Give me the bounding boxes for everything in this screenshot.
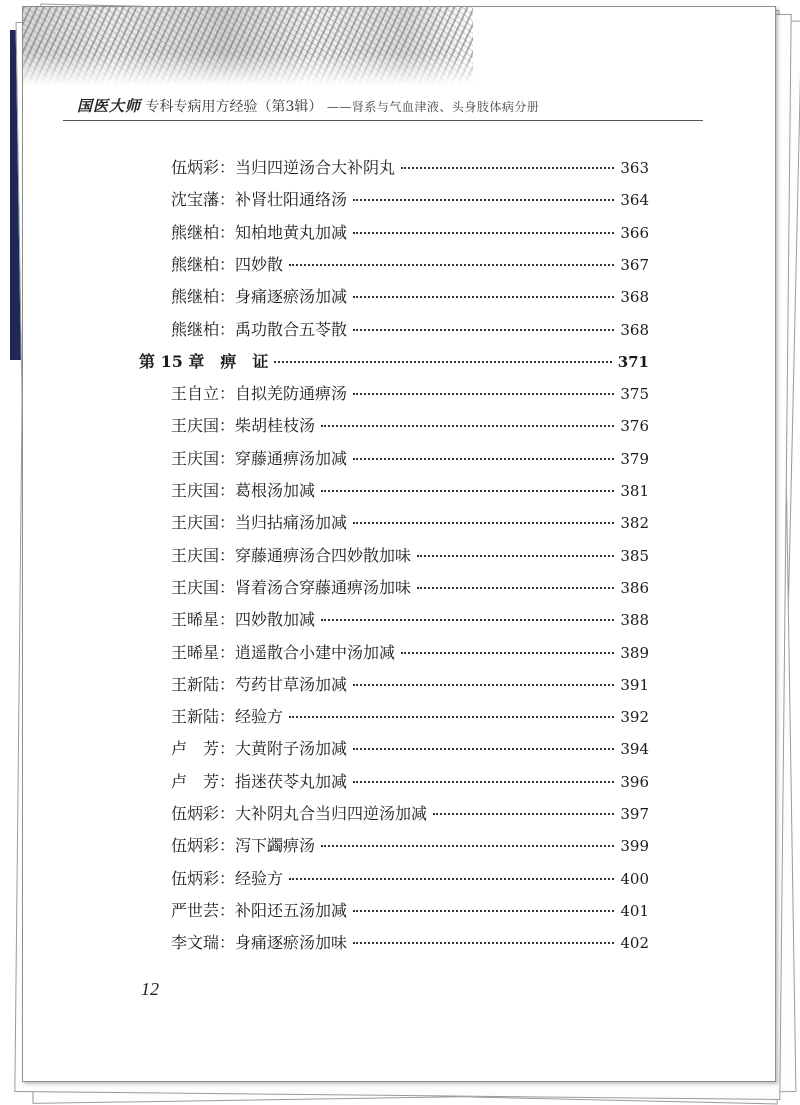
toc-page-number: 379 xyxy=(620,449,649,468)
toc-page-number: 376 xyxy=(620,417,649,436)
book-title: 专科专病用方经验（第3辑） xyxy=(145,99,323,115)
toc-page-number: 399 xyxy=(620,837,649,856)
toc-leader-dots xyxy=(401,166,614,169)
toc-leader-dots xyxy=(353,909,614,912)
toc-entry-title: 王庆国：穿藤通痹汤合四妙散加味 xyxy=(171,545,412,565)
toc-entry-title: 伍炳彩：当归四逆汤合大补阴丸 xyxy=(171,158,396,177)
toc-page-number: 367 xyxy=(620,255,649,274)
toc-entry-title: 王庆国：肾着汤合穿藤通痹汤加味 xyxy=(171,577,412,597)
toc-entry-title: 沈宝藩：补肾壮阳通络汤 xyxy=(171,190,348,210)
toc-entry-title: 卢 芳：大黄附子汤加减 xyxy=(171,739,348,759)
toc-entry-title: 伍炳彩：经验方 xyxy=(171,868,284,888)
book-subtitle: ——肾系与气血津液、头身肢体病分册 xyxy=(326,100,540,114)
toc-entry-row xyxy=(171,317,649,345)
toc-leader-dots xyxy=(353,231,614,234)
toc-page-number: 386 xyxy=(620,578,649,597)
toc-leader-dots xyxy=(321,489,614,492)
toc-chapter-row xyxy=(139,349,649,377)
toc-leader-dots xyxy=(401,651,614,654)
toc-page-number: 368 xyxy=(620,288,649,307)
toc-entry-title: 第 15 章 痹 证 xyxy=(139,351,269,371)
toc-entry-row xyxy=(171,220,649,248)
toc-entry-title: 王庆国：柴胡桂枝汤 xyxy=(171,416,316,436)
toc-entry-row xyxy=(171,672,649,700)
toc-page-number: 396 xyxy=(620,772,649,791)
toc-leader-dots xyxy=(353,198,614,201)
toc-entry-title: 王晞星：四妙散加减 xyxy=(171,610,316,630)
toc-entry-title: 王庆国：葛根汤加减 xyxy=(171,481,316,500)
toc-entry-row xyxy=(171,446,649,474)
toc-page-number: 363 xyxy=(620,159,649,177)
toc-page-number: 394 xyxy=(620,740,649,759)
toc-entry-row xyxy=(171,930,649,958)
toc-leader-dots xyxy=(353,780,614,783)
toc-entry-row xyxy=(171,575,649,603)
toc-leader-dots xyxy=(353,521,614,524)
toc-entry-title: 伍炳彩：泻下蠲痹汤 xyxy=(171,836,316,856)
toc-leader-dots xyxy=(353,747,614,750)
toc-entry-row xyxy=(171,769,649,797)
toc-entry-row xyxy=(171,704,649,732)
toc-leader-dots xyxy=(321,424,614,427)
toc-page-number: 389 xyxy=(620,643,649,662)
toc-page-number: 368 xyxy=(620,320,649,339)
toc-entry-row xyxy=(171,510,649,538)
toc-entry-title: 王新陆：经验方 xyxy=(171,707,284,727)
toc-leader-dots xyxy=(289,715,614,718)
header-decorative-image xyxy=(23,7,473,85)
toc-entry-title: 王庆国：穿藤通痹汤加减 xyxy=(171,448,348,468)
toc-leader-dots xyxy=(289,877,614,880)
toc-leader-dots xyxy=(353,683,614,686)
toc-page-number: 402 xyxy=(620,934,649,953)
toc-entry-row xyxy=(171,155,649,183)
toc-entry-row xyxy=(171,898,649,926)
toc-entry-row xyxy=(171,866,649,894)
toc-page-number: 375 xyxy=(620,385,649,404)
toc-leader-dots xyxy=(417,586,614,589)
toc-leader-dots xyxy=(321,844,614,847)
toc-entry-row xyxy=(171,543,649,571)
toc-entry-title: 卢 芳：指迷茯苓丸加减 xyxy=(171,771,348,791)
toc-entry-row xyxy=(171,478,649,506)
toc-leader-dots xyxy=(353,392,614,395)
toc-entry-title: 熊继柏：四妙散 xyxy=(171,254,284,274)
toc-entry-row xyxy=(171,381,649,409)
toc-entry-title: 李文瑞：身痛逐瘀汤加味 xyxy=(171,933,348,953)
toc-page-number: 382 xyxy=(620,514,649,533)
header-rule xyxy=(63,120,703,121)
toc-leader-dots xyxy=(321,618,614,621)
page-number: 12 xyxy=(141,979,159,999)
toc-page-number: 401 xyxy=(620,901,649,920)
toc-entry-row xyxy=(171,607,649,635)
toc-leader-dots xyxy=(289,263,614,266)
toc-leader-dots xyxy=(353,457,614,460)
toc-entry-title: 熊继柏：身痛逐瘀汤加减 xyxy=(171,287,348,307)
toc-entry-title: 严世芸：补阳还五汤加减 xyxy=(171,900,348,920)
toc-leader-dots xyxy=(353,941,614,944)
toc-leader-dots xyxy=(433,812,614,815)
toc-leader-dots xyxy=(274,360,611,363)
toc-entry-row xyxy=(171,833,649,861)
toc-entry-title: 熊继柏：禹功散合五苓散 xyxy=(171,319,348,339)
toc-entry-title: 王自立：自拟羌防通痹汤 xyxy=(171,384,348,404)
toc-leader-dots xyxy=(417,554,614,557)
toc-page-number: 385 xyxy=(620,546,649,565)
toc-entry-row xyxy=(171,413,649,441)
toc-entry-title: 王庆国：当归拈痛汤加减 xyxy=(171,513,348,533)
toc-entry-title: 王晞星：逍遥散合小建中汤加减 xyxy=(171,642,396,662)
toc-entry-title: 伍炳彩：大补阴丸合当归四逆汤加减 xyxy=(171,804,428,823)
running-head xyxy=(77,95,539,116)
series-name: 国医大师 xyxy=(77,97,142,115)
toc-entry-row xyxy=(171,252,649,280)
toc-page-number: 397 xyxy=(620,805,649,823)
toc-entry-row xyxy=(171,284,649,312)
toc-entry-row xyxy=(171,801,649,829)
document-page xyxy=(22,6,776,1082)
toc-entry-title: 王新陆：芍药甘草汤加减 xyxy=(171,674,348,694)
toc-leader-dots xyxy=(353,328,614,331)
toc-entry-title: 熊继柏：知柏地黄丸加减 xyxy=(171,222,348,242)
toc-entry-row xyxy=(171,187,649,215)
toc-page-number: 391 xyxy=(620,675,649,694)
toc-page-number: 371 xyxy=(617,352,649,371)
toc-page-number: 366 xyxy=(620,223,649,242)
toc-page-number: 388 xyxy=(620,611,649,630)
toc-page-number: 392 xyxy=(620,708,649,727)
toc-page-number: 364 xyxy=(620,191,649,210)
toc-entry-row xyxy=(171,736,649,764)
toc-page-number: 400 xyxy=(620,869,649,888)
toc-entry-row xyxy=(171,640,649,668)
toc-leader-dots xyxy=(353,295,614,298)
toc-page-number: 381 xyxy=(620,482,649,500)
